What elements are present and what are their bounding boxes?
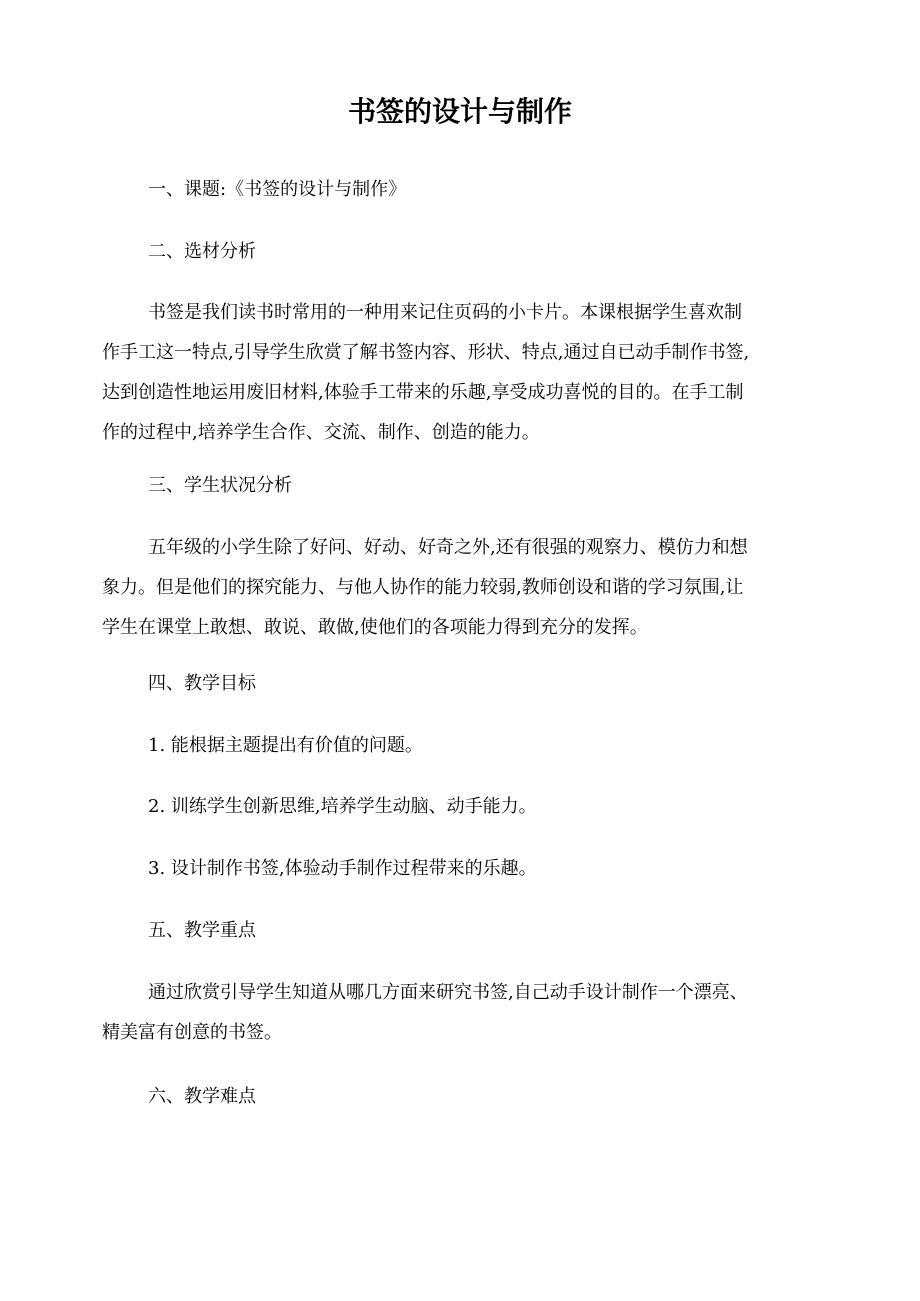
paragraph-line: 书签是我们读书时常用的一种用来记住页码的小卡片。本课根据学生喜欢制 <box>148 302 742 323</box>
section-heading-teaching-goals: 四、教学目标 <box>148 673 256 694</box>
section-heading-material-analysis: 二、选材分析 <box>148 241 256 262</box>
goal-item-2: 2. 训练学生创新思维,培养学生动脑、动手能力。 <box>148 796 537 817</box>
paragraph-line: 象力。但是他们的探究能力、与他人协作的能力较弱,教师创设和谐的学习氛围,让 <box>102 577 744 598</box>
goal-item-1: 1. 能根据主题提出有价值的问题。 <box>148 735 423 756</box>
paragraph-line: 通过欣赏引导学生知道从哪几方面来研究书签,自己动手设计制作一个漂亮、 <box>148 982 748 1003</box>
document-title: 书签的设计与制作 <box>347 95 572 128</box>
section-heading-student-analysis: 三、学生状况分析 <box>148 475 292 496</box>
section-heading-difficulties: 六、教学难点 <box>148 1086 256 1107</box>
paragraph-line: 学生在课堂上敢想、敢说、敢做,使他们的各项能力得到充分的发挥。 <box>102 617 648 638</box>
paragraph-key-points <box>102 973 822 1053</box>
paragraph-line: 作手工这一特点,引导学生欣赏了解书签内容、形状、特点,通过自已动手制作书签, <box>102 342 750 363</box>
paragraph-line: 作的过程中,培养学生合作、交流、制作、创造的能力。 <box>102 422 540 443</box>
paragraph-line: 达到创造性地运用废旧材料,体验手工带来的乐趣,享受成功喜悦的目的。在手工制 <box>102 382 744 403</box>
paragraph-line: 精美富有创意的书签。 <box>102 1022 282 1043</box>
paragraph-line: 五年级的小学生除了好问、好动、好奇之外,还有很强的观察力、模仿力和想 <box>148 537 748 558</box>
paragraph-material-analysis <box>102 293 822 453</box>
goal-item-3: 3. 设计制作书签,体验动手制作过程带来的乐趣。 <box>148 858 537 879</box>
section-heading-key-points: 五、教学重点 <box>148 920 256 941</box>
paragraph-student-analysis <box>102 528 822 648</box>
section-heading-topic: 一、课题:《书签的设计与制作》 <box>148 179 407 200</box>
